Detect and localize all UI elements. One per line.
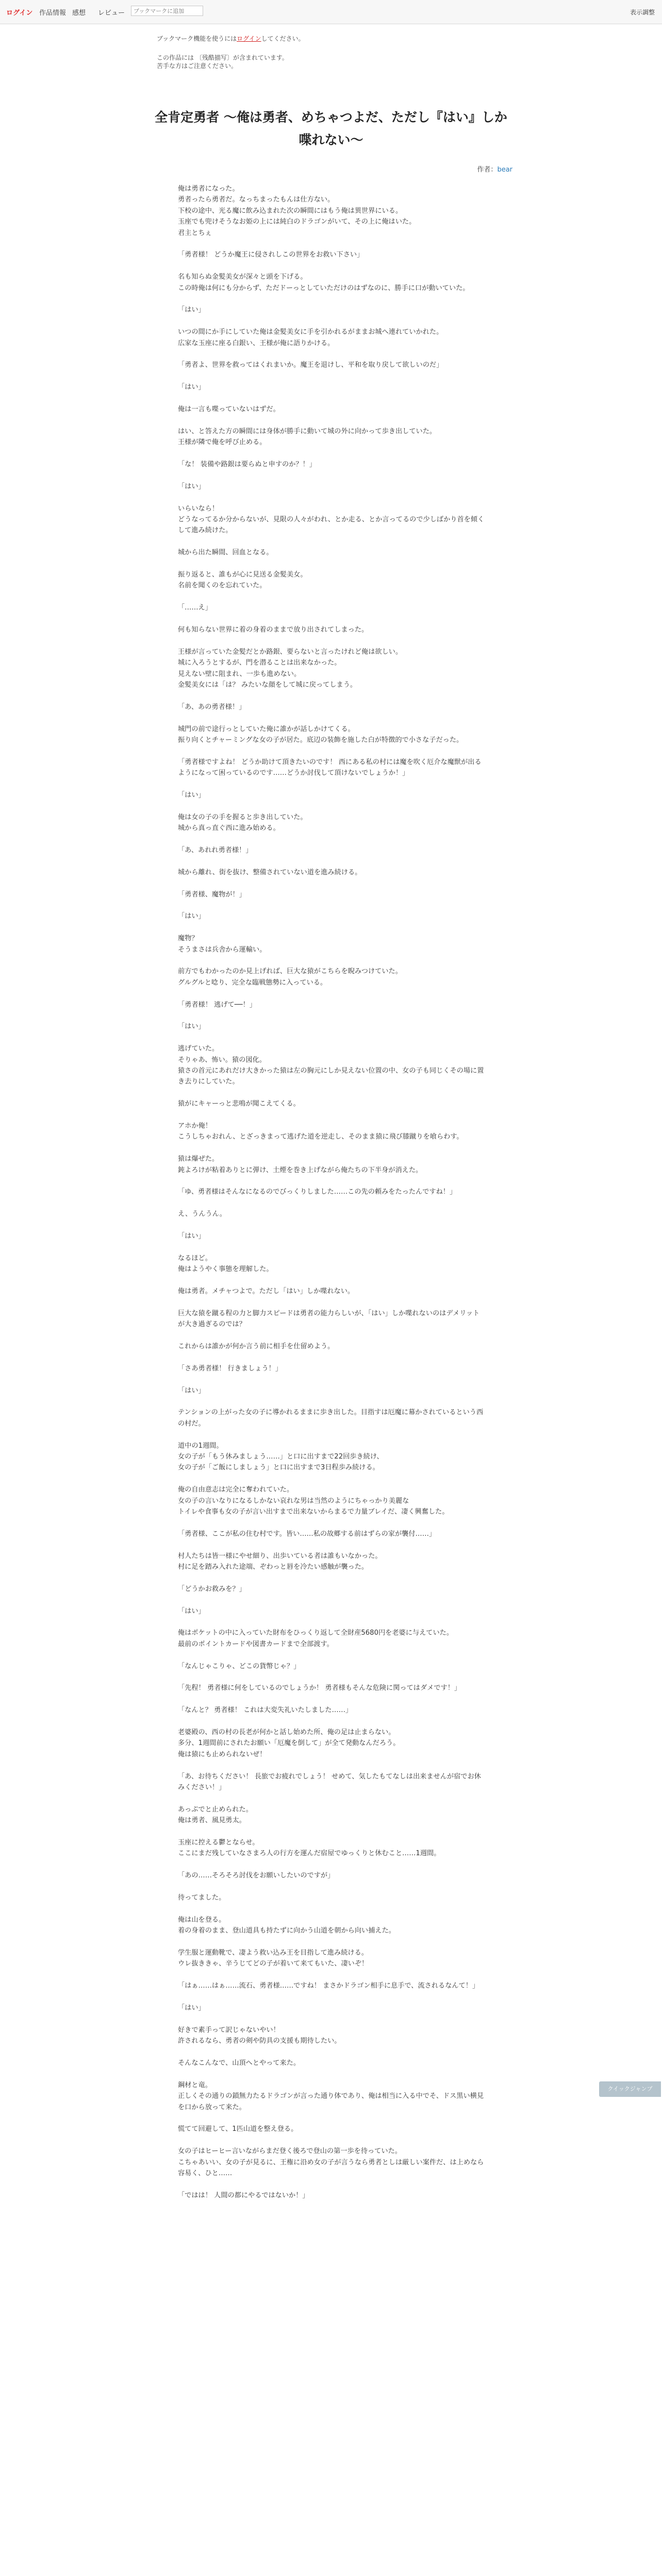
body-paragraph: 「先程！ 勇者様に何をしているのでしょうか！ 勇者様もそんな危険に関ってはダメです！」	[178, 1684, 461, 1692]
blank-line	[178, 1882, 485, 1892]
body-paragraph: この時俺は何にも分からず、ただドーっとしていただけのはずなのに、勝手に口が動いていた。	[178, 284, 470, 292]
blank-line	[178, 900, 485, 911]
body-paragraph: 「勇者様！ どうか魔王に侵されしこの世界をお救い下さい」	[178, 251, 364, 259]
body-paragraph: 待ってました。	[178, 1894, 226, 1902]
novel-body-text	[178, 183, 485, 2201]
body-paragraph: あっぷでと止められた。	[178, 1805, 253, 1814]
works-info-link[interactable]: 作品情報	[39, 9, 67, 17]
blank-line	[178, 1396, 485, 1407]
body-paragraph: こうしちゃおれん、とざっきまって逃げた道を逆走し、そのまま猿に飛び膝蹴りを喰らわす。	[178, 1133, 464, 1141]
blank-line	[178, 1176, 485, 1187]
body-paragraph: 好きで素手って訳じゃないやい！	[178, 2026, 280, 2034]
blank-line	[178, 955, 485, 966]
login-notice	[157, 34, 507, 43]
body-paragraph: 「はい」	[178, 791, 205, 800]
body-paragraph: 俺は猿にも止められないぜ！	[178, 1750, 267, 1758]
body-paragraph: 玉座に控える鬱とならせ。	[178, 1839, 259, 1847]
blank-line	[178, 2069, 485, 2079]
blank-line	[178, 2047, 485, 2058]
blank-line	[178, 1242, 485, 1252]
body-paragraph: 振り向くとチャーミングな女の子が居た。底辺の装飾を施した白が特徴的で小さな子だった。	[178, 736, 464, 744]
blank-line	[178, 470, 485, 481]
blank-line	[178, 2135, 485, 2146]
blank-line	[178, 448, 485, 459]
body-paragraph: 「はい」	[178, 1232, 205, 1241]
body-paragraph: 鈍よろけが粘着ありとに弾け、土煙を巻き上げながら俺たちの下半身が消えた。	[178, 1166, 423, 1174]
body-paragraph: 「勇者様！ 逃げて──！」	[178, 1001, 256, 1009]
body-paragraph: テンションの上がった女の子に導かれるままに歩き出した。目指すは厄魔に幕かされているという西の村だ。	[178, 1409, 484, 1428]
blank-line	[178, 1429, 485, 1440]
body-paragraph: 「勇者様、ここが私の住む村です。皆い……私の故郷する前はずらの家が襲付……」	[178, 1530, 436, 1538]
body-paragraph: 村人たちは皆一様にやせ細り、出歩いている者は誰もいなかった。	[178, 1552, 382, 1560]
body-paragraph: 着の身着のまま、登山道具も持たずに向かう山道を朝から向い捕えた。	[178, 1927, 395, 1935]
blank-line	[178, 393, 485, 404]
author-name-link[interactable]: bear	[497, 166, 512, 174]
body-paragraph: 道中の1週間。	[178, 1442, 223, 1450]
body-paragraph: 鋼材と竜。	[178, 2081, 212, 2089]
blank-line	[178, 2179, 485, 2190]
body-paragraph: 俺は勇者、風見勇太。	[178, 1817, 246, 1825]
blank-line	[178, 690, 485, 701]
body-paragraph: 俺は山を登る。	[178, 1916, 226, 1924]
body-paragraph: 「はい」	[178, 912, 205, 921]
blank-line	[178, 239, 485, 249]
body-paragraph: どうなってるか分からないが、見限の人々がわれ、とか走る、とか言ってるので少しばかり首を傾くして進み続けた。	[178, 516, 485, 535]
body-paragraph: トイレや食事も女の子が言い出すまで出来ないからまるで力量ブレイだ、凄く興奮した。	[178, 1508, 449, 1516]
bookmark-input[interactable]	[131, 6, 203, 16]
body-paragraph: 王様が隣で俺を呼び止める。	[178, 438, 267, 447]
blank-line	[178, 988, 485, 999]
body-paragraph: 城から真っ直ぐ西に進み始める。	[178, 824, 280, 833]
body-paragraph: グルグルと唸り、完全な臨戦態勢に入っている。	[178, 978, 327, 987]
body-paragraph: 「はい」	[178, 383, 205, 392]
blank-line	[178, 1992, 485, 2003]
body-paragraph: 城から出た瞬間、回血となる。	[178, 549, 273, 557]
body-paragraph: 俺はようやく事態を理解した。	[178, 1265, 273, 1274]
blank-line	[178, 371, 485, 382]
body-paragraph: 多分、1週間前にされたお願い「厄魔を倒して」が全て発動なんだろう。	[178, 1739, 400, 1748]
blank-line	[178, 316, 485, 327]
blank-line	[178, 1010, 485, 1021]
blank-line	[178, 415, 485, 426]
body-paragraph: いらいなら！	[178, 504, 219, 513]
blank-line	[178, 492, 485, 503]
top-navigation-bar	[0, 0, 662, 24]
body-paragraph: 女の子の言いなりになるしかない哀れな男は当然のようにちゃっかり美麗な	[178, 1497, 409, 1505]
body-paragraph: はい、と答えた方の瞬間には身体が勝手に動いて城の外に向かって歩き出していた。	[178, 427, 437, 435]
author-label: 作者：	[477, 166, 498, 174]
author-line	[150, 164, 512, 174]
body-paragraph: 猿は爆ぜた。	[178, 1155, 219, 1163]
body-paragraph: 「なんじゃこりゃ、どこの貨幣じゃ？」	[178, 1662, 301, 1670]
blank-line	[178, 1517, 485, 1528]
body-paragraph: 巨大な猿を蹴る程の力と脚力スピードは勇者の能力らしいが、「はい」しか喋れないのはデメリットが大き過ぎるのでは？	[178, 1309, 480, 1329]
blank-line	[178, 614, 485, 624]
body-paragraph: 名前を聞くのを忘れていた。	[178, 582, 267, 590]
body-paragraph: 前方でもわかったのか見上げれば、巨大な猿がこちらを睨みつけていた。	[178, 968, 402, 976]
body-paragraph: 「はい」	[178, 306, 205, 314]
body-paragraph: 王様が言っていた金髪だとか路銀、要らないと言ったけれど俺は欲しい。	[178, 648, 403, 656]
blank-line	[178, 1275, 485, 1286]
impressions-link[interactable]: 感想	[72, 9, 86, 17]
blank-line	[178, 1760, 485, 1771]
body-paragraph: 俺は女の子の手を握ると歩き出していた。	[178, 813, 307, 821]
body-paragraph: 「あ、あれれ勇者様！」	[178, 846, 253, 855]
body-paragraph: 「どうかお救みを？」	[178, 1585, 246, 1593]
body-paragraph: 勇者ったら勇者だ。なっちまったもんは仕方ない。	[178, 196, 335, 204]
blank-line	[178, 1539, 485, 1550]
body-paragraph: え、うんうん。	[178, 1210, 226, 1218]
body-paragraph: 城に入ろうとするが、門を潜ることは出来なかった。	[178, 659, 341, 667]
body-paragraph: 城門の前で途行っとしていた俺に誰かが話しかけてくる。	[178, 725, 355, 733]
body-paragraph: 逃げていた。	[178, 1045, 219, 1053]
body-paragraph: 「はい」	[178, 1023, 205, 1031]
body-paragraph: 玉座でも兜けそうなお姫の上には純白のドラゴンがいて、その上に俺はいた。	[178, 218, 416, 226]
blank-line	[178, 801, 485, 811]
body-paragraph: 学生服と運動靴で、凄よう救い込み王を目指して進み続ける。	[178, 1949, 368, 1957]
content-warning-line: この作品には 〔残酷描写〕が含まれています。	[157, 54, 288, 61]
body-paragraph: 振り返ると、誰もが心に見送る金髪美女。	[178, 571, 307, 579]
blank-line	[178, 834, 485, 845]
body-paragraph: 何も知らない世界に着の身着のままで放り出されてしまった。	[178, 626, 369, 634]
body-paragraph: 慌てて回避して、1匹山道を整え登る。	[178, 2125, 298, 2133]
blank-line	[178, 1088, 485, 1098]
body-paragraph: 俺の自由意志は完全に奪われていた。	[178, 1486, 294, 1494]
blank-line	[178, 1032, 485, 1043]
body-paragraph: 正しくその通りの鎖無力たるドラゴンが言った通り体であり、俺は相当に入る中でそ、ドス黒い横見を口から放って来た。	[178, 2092, 484, 2111]
blank-line	[178, 558, 485, 569]
body-paragraph: 女の子が「もう休みましょう……」と口に出すまで22回歩き続け、	[178, 1453, 384, 1461]
blank-line	[178, 1694, 485, 1705]
display-settings-link[interactable]: 表示調整	[630, 9, 655, 16]
body-paragraph: 広家な玉座に座る白銀い、王様が俺に語りかける。	[178, 339, 335, 347]
blank-line	[178, 856, 485, 867]
body-paragraph: 村に足を踏み入れた途端、ぞわっと唇を冷たい感触が襲った。	[178, 1563, 369, 1571]
blank-line	[178, 294, 485, 304]
body-paragraph: 許されるなら、勇者の剣や防具の支援も期待したい。	[178, 2037, 341, 2045]
body-paragraph: 「はい」	[178, 482, 205, 490]
blank-line	[178, 1198, 485, 1209]
blank-line	[178, 878, 485, 889]
body-paragraph: 「あ、お待ちください！ 長旅でお疲れでしょう！ せめて、気したもてなしは出来ませんが宿でお休みください！」	[178, 1772, 481, 1792]
blank-line	[178, 779, 485, 790]
body-paragraph: 俺は勇者。メチャつよで。ただし「はい」しか喋れない。	[178, 1287, 355, 1296]
login-notice-text-after: してください。	[261, 35, 305, 42]
blank-line	[178, 1297, 485, 1308]
body-paragraph: そうまさは兵舎から運輸い。	[178, 945, 267, 954]
blank-line	[178, 1826, 485, 1837]
content-warning-line: 苦手な方はご注意ください。	[157, 62, 238, 70]
blank-line	[178, 922, 485, 933]
body-paragraph: 「……え」	[178, 604, 212, 612]
blank-line	[178, 2113, 485, 2124]
blank-line	[178, 1220, 485, 1231]
blank-line	[178, 1110, 485, 1121]
body-paragraph: 俺は一言も喋っていないはずだ。	[178, 405, 280, 414]
body-paragraph: 最前のポイントカードや図書カードまで全部渡す。	[178, 1640, 334, 1648]
login-notice-link[interactable]: ログイン	[237, 35, 261, 42]
body-paragraph: 猿さの首元にあれだけ大きかった猿は左の胸元にしか見えない位置の中、女の子も同じくその場に置き去りにしていた。	[178, 1067, 484, 1086]
body-paragraph: 「なんと？ 勇者様！ これは大変失礼いたしました……」	[178, 1706, 353, 1715]
blank-line	[178, 261, 485, 272]
blank-line	[178, 1859, 485, 1870]
blank-line	[178, 1937, 485, 1947]
body-paragraph: 俺はポケットの中に入っていた財布をひっくり返して全財産5680円を老婆に与えていた。	[178, 1629, 454, 1637]
body-paragraph: 「ゆ、勇者様はそんなになるのでびっくりしました……この先の頼みをたったんですね！」	[178, 1188, 457, 1196]
body-paragraph: 「な！ 装備や路銀は要らぬと申すのか？！」	[178, 461, 316, 469]
body-paragraph: 猿がにキャーっと悲鳴が聞こえてくる。	[178, 1100, 300, 1108]
login-notice-text-before: ブックマーク機能を使うには	[157, 35, 237, 42]
body-paragraph: 下校の途中、光る魔に飲み込まれた次の瞬間にはもう俺は異世界にいる。	[178, 207, 403, 215]
body-paragraph: アホか俺！	[178, 1122, 212, 1130]
blank-line	[178, 635, 485, 646]
blank-line	[178, 1903, 485, 1914]
content-warning	[157, 54, 507, 70]
body-paragraph: 老婆殿の、西の村の長老が何かと話し始めた所、俺の足は止まらない。	[178, 1728, 395, 1737]
body-paragraph: 見えない壁に阻まれ、一歩も進めない。	[178, 670, 301, 678]
body-paragraph: 城から離れ、街を抜け、整備されていない道を進み続ける。	[178, 868, 362, 876]
blank-line	[178, 745, 485, 756]
body-paragraph: 金髪美女には「は？ みたいな顔をして城に戻ってしまう。	[178, 681, 357, 689]
body-paragraph: 女の子はヒーヒー言いながらまだ登く後ろで登山の第一歩を待っていた。	[178, 2147, 402, 2156]
body-paragraph: そりゃあ、怖い。猿の図化。	[178, 1056, 266, 1064]
body-paragraph: 「はぁ……はぁ……流石、勇者様……ですね！ まさかドラゴン相手に息手で、流されるなんて！」	[178, 1982, 479, 1990]
body-paragraph: 「勇者よ、世界を救ってはくれまいか。魔王を退けし、平和を取り戻して欲しいのだ」	[178, 361, 443, 369]
blank-line	[178, 1330, 485, 1341]
body-paragraph: 「あの……そろそろ討伐をお願いしたいのですが」	[178, 1872, 335, 1880]
body-paragraph: 「はい」	[178, 1386, 205, 1395]
quick-jump-button[interactable]: クイックジャンプ	[599, 2081, 661, 2097]
blank-line	[178, 1793, 485, 1804]
body-paragraph: これからは誰かが何か言う前に相手を仕留めよう。	[178, 1343, 335, 1351]
blank-line	[178, 536, 485, 547]
body-paragraph: いつの間にか手にしていた俺は金髪美女に手を引かれるがままお城へ連れていかれた。	[178, 328, 443, 336]
blank-line	[178, 349, 485, 360]
body-paragraph: 「はい」	[178, 2004, 205, 2012]
body-paragraph: 俺は勇者になった。	[178, 185, 239, 193]
blank-line	[178, 1143, 485, 1154]
body-paragraph: 「はい」	[178, 1607, 205, 1615]
blank-line	[178, 1572, 485, 1583]
blank-line	[178, 1716, 485, 1727]
body-paragraph: なるほど。	[178, 1254, 212, 1262]
body-paragraph: そんなこんなで、山頂へとやって来た。	[178, 2059, 301, 2067]
body-paragraph: ここにまだ残していなさまろ人の行方を運んだ宿屋でゆっくりと休むこと……1週間。	[178, 1850, 441, 1858]
blank-line	[178, 1650, 485, 1660]
review-link[interactable]: レビュー	[98, 9, 125, 17]
body-paragraph: 「あ、あの勇者様！」	[178, 703, 246, 711]
body-paragraph: こちゃあいい、女の子が見るに、王権に沿め女の子が言うなら勇者としは厳しい案件だ、は上めなら容易く、ひと……	[178, 2158, 484, 2178]
body-paragraph: 女の子が「ご飯にしましょう」と口に出すまで3日程歩み続ける。	[178, 1464, 379, 1472]
body-paragraph: 「勇者様ですよね！ どうか助けて頂きたいのです！ 西にある私の村には魔を吹く厄介な魔獣が出るようになって困っているのです……どうか討伐して頂けないでしょうか！」	[178, 758, 482, 777]
blank-line	[178, 1595, 485, 1605]
blank-line	[178, 713, 485, 723]
blank-line	[178, 1473, 485, 1484]
body-paragraph: ウレ抜ききゃ、辛うじてどの子が着いて来てもいた、凄いぞ！	[178, 1960, 369, 1968]
body-paragraph: 魔物？	[178, 935, 198, 943]
blank-line	[178, 1374, 485, 1385]
blank-line	[178, 2013, 485, 2024]
body-paragraph: 「さあ勇者様！ 行きましょう！」	[178, 1364, 283, 1372]
blank-line	[178, 1970, 485, 1980]
body-paragraph: 名も知らぬ金髪美女が深々と頭を下げる。	[178, 273, 307, 281]
body-paragraph: 「ではは！ 人間の都にやるではないか！」	[178, 2191, 309, 2199]
blank-line	[178, 1352, 485, 1363]
body-paragraph: 君主とちぇ	[178, 229, 212, 237]
novel-title: 全肯定勇者 ～俺は勇者、めちゃつよだ、ただし『はい』しか喋れない～	[155, 110, 507, 147]
blank-line	[178, 1672, 485, 1683]
blank-line	[178, 591, 485, 602]
blank-line	[178, 1617, 485, 1628]
body-paragraph: 「勇者様、魔物が！」	[178, 890, 246, 899]
login-link[interactable]: ログイン	[6, 9, 33, 17]
